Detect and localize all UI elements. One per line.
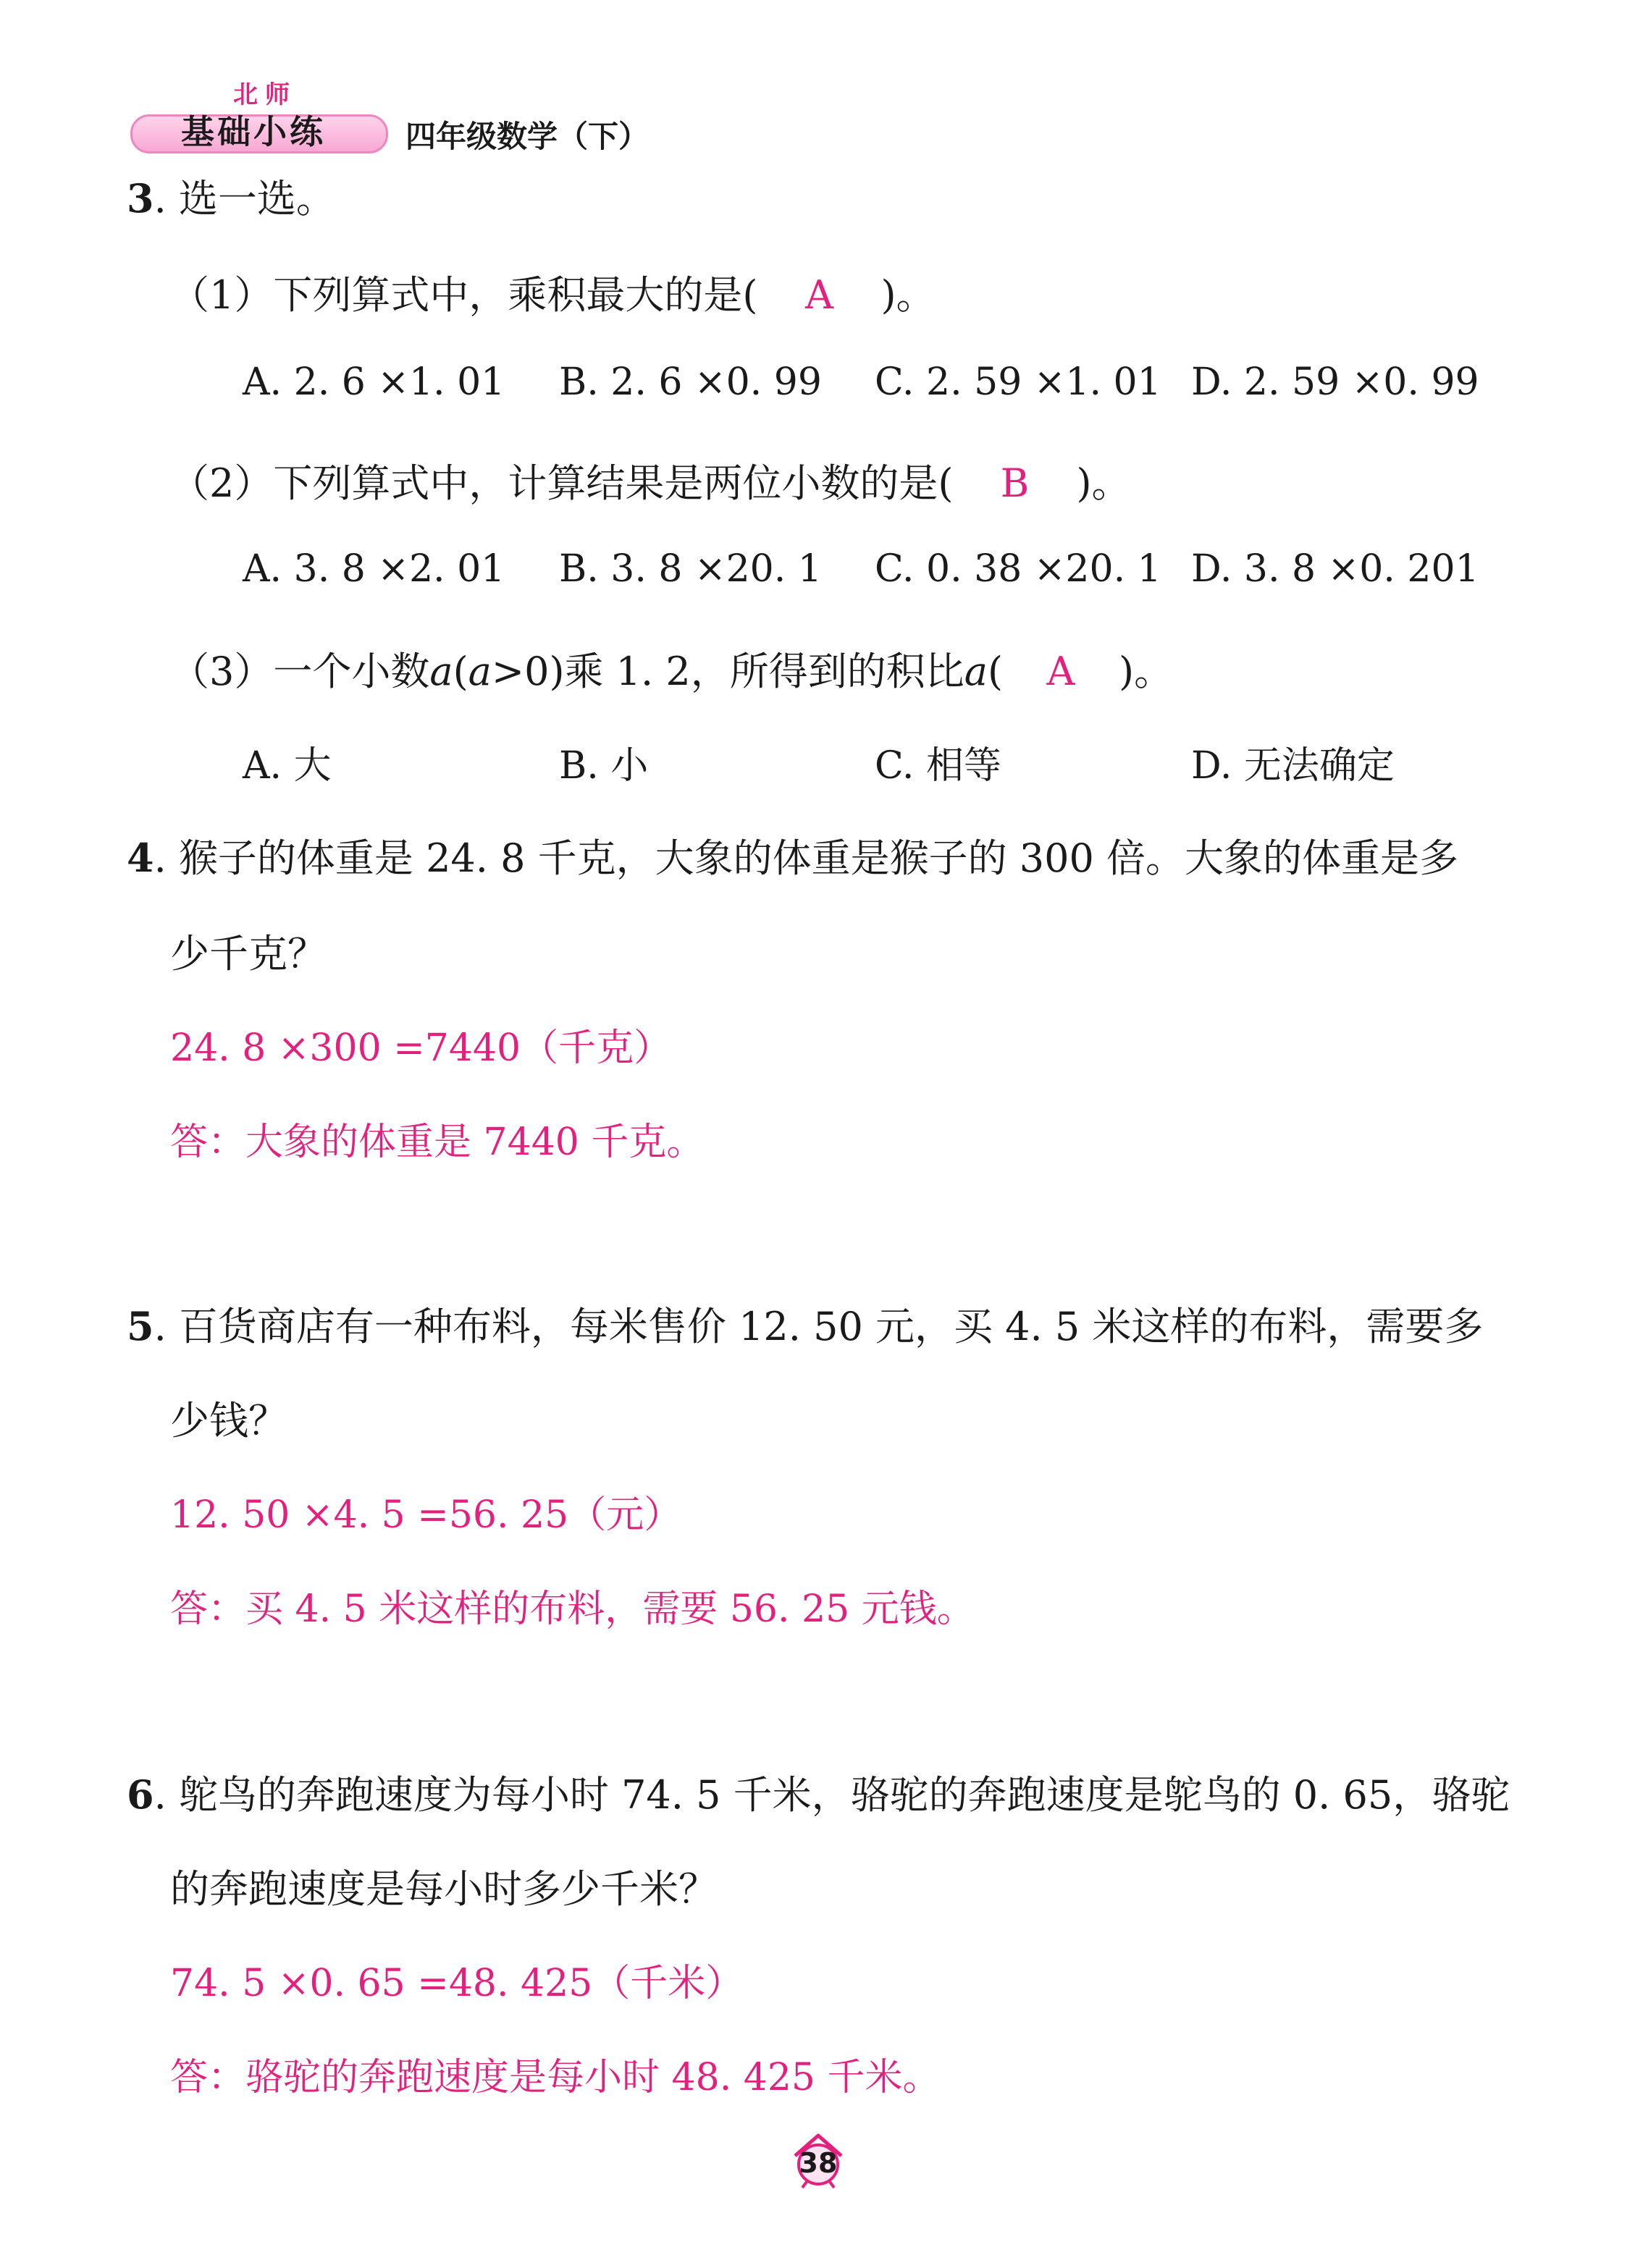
question-text: . 百货商店有一种布料，每米售价 12. 50 元，买 4. 5 米这样的布料，需要多 xyxy=(154,1304,1484,1349)
stem-text: ( xyxy=(987,649,1004,694)
question-text: . 猴子的体重是 24. 8 千克，大象的体重是猴子的 300 倍。大象的体重是多 xyxy=(154,835,1459,881)
stem-end: )。 xyxy=(1076,460,1131,506)
option-c: C. 0. 38 ×20. 1 xyxy=(875,547,1161,591)
question-6-answer: 答：骆驼的奔跑速度是每小时 48. 425 千米。 xyxy=(170,2056,941,2099)
answer-choice: A xyxy=(1046,649,1075,694)
option-c: C. 相等 xyxy=(875,744,1001,788)
option-d: D. 3. 8 ×0. 201 xyxy=(1191,547,1479,591)
option-a: A. 3. 8 ×2. 01 xyxy=(243,547,505,591)
question-4-solution: 24. 8 ×300 =7440（千克） xyxy=(170,1026,672,1070)
stem-end: )。 xyxy=(1119,649,1174,694)
series-title: 基础小练 xyxy=(181,112,326,151)
question-3-2-stem xyxy=(170,452,1131,508)
variable-a: a xyxy=(468,649,492,694)
question-6-solution: 74. 5 ×0. 65 =48. 425（千米） xyxy=(170,1962,744,2005)
question-3-heading xyxy=(127,168,335,224)
stem-text: （3）一个小数 xyxy=(170,649,430,694)
question-5-line-1 xyxy=(127,1296,1483,1352)
variable-a: a xyxy=(964,649,988,694)
brand-label: 北师 xyxy=(233,80,297,109)
question-6-line-1 xyxy=(127,1764,1510,1820)
stem-end: )。 xyxy=(880,272,936,318)
option-d: D. 无法确定 xyxy=(1191,744,1395,788)
question-5-answer: 答：买 4. 5 米这样的布料，需要 56. 25 元钱。 xyxy=(170,1588,975,1631)
stem-text: （1）下列算式中，乘积最大的是( xyxy=(170,272,758,318)
option-c: C. 2. 59 ×1. 01 xyxy=(875,361,1161,404)
question-number: 5 xyxy=(127,1303,154,1349)
variable-a: a xyxy=(429,649,453,694)
answer-choice: A xyxy=(804,272,833,318)
option-b: B. 小 xyxy=(559,744,649,788)
stem-text: （2）下列算式中，计算结果是两位小数的是( xyxy=(170,460,954,506)
answer-choice: B xyxy=(1000,460,1030,506)
question-number: 6 xyxy=(127,1771,154,1818)
page-number: 38 xyxy=(799,2147,838,2179)
option-b: B. 3. 8 ×20. 1 xyxy=(559,547,822,591)
question-5-solution: 12. 50 ×4. 5 =56. 25（元） xyxy=(170,1493,682,1537)
question-4-line-2: 少千克？ xyxy=(170,931,327,977)
stem-text: >0)乘 1. 2，所得到的积比 xyxy=(491,649,964,694)
option-a: A. 大 xyxy=(243,744,332,788)
question-number: 3 xyxy=(127,175,154,222)
option-a: A. 2. 6 ×1. 01 xyxy=(243,361,505,404)
question-6-line-2: 的奔跑速度是每小时多少千米？ xyxy=(170,1866,718,1912)
question-title: . 选一选。 xyxy=(154,176,335,222)
question-3-1-stem xyxy=(170,264,936,320)
question-text: . 鸵鸟的奔跑速度为每小时 74. 5 千米，骆驼的奔跑速度是鸵鸟的 0. 65，骆驼 xyxy=(154,1772,1510,1818)
question-number: 4 xyxy=(127,835,154,881)
question-4-answer: 答：大象的体重是 7440 千克。 xyxy=(170,1121,705,1164)
question-5-line-2: 少钱？ xyxy=(170,1398,287,1443)
question-3-3-stem xyxy=(170,641,1173,696)
option-b: B. 2. 6 ×0. 99 xyxy=(559,361,822,404)
option-d: D. 2. 59 ×0. 99 xyxy=(1191,361,1479,404)
question-4-line-1 xyxy=(127,827,1458,883)
stem-text: ( xyxy=(453,649,468,694)
book-subtitle: 四年级数学（下） xyxy=(405,119,650,154)
